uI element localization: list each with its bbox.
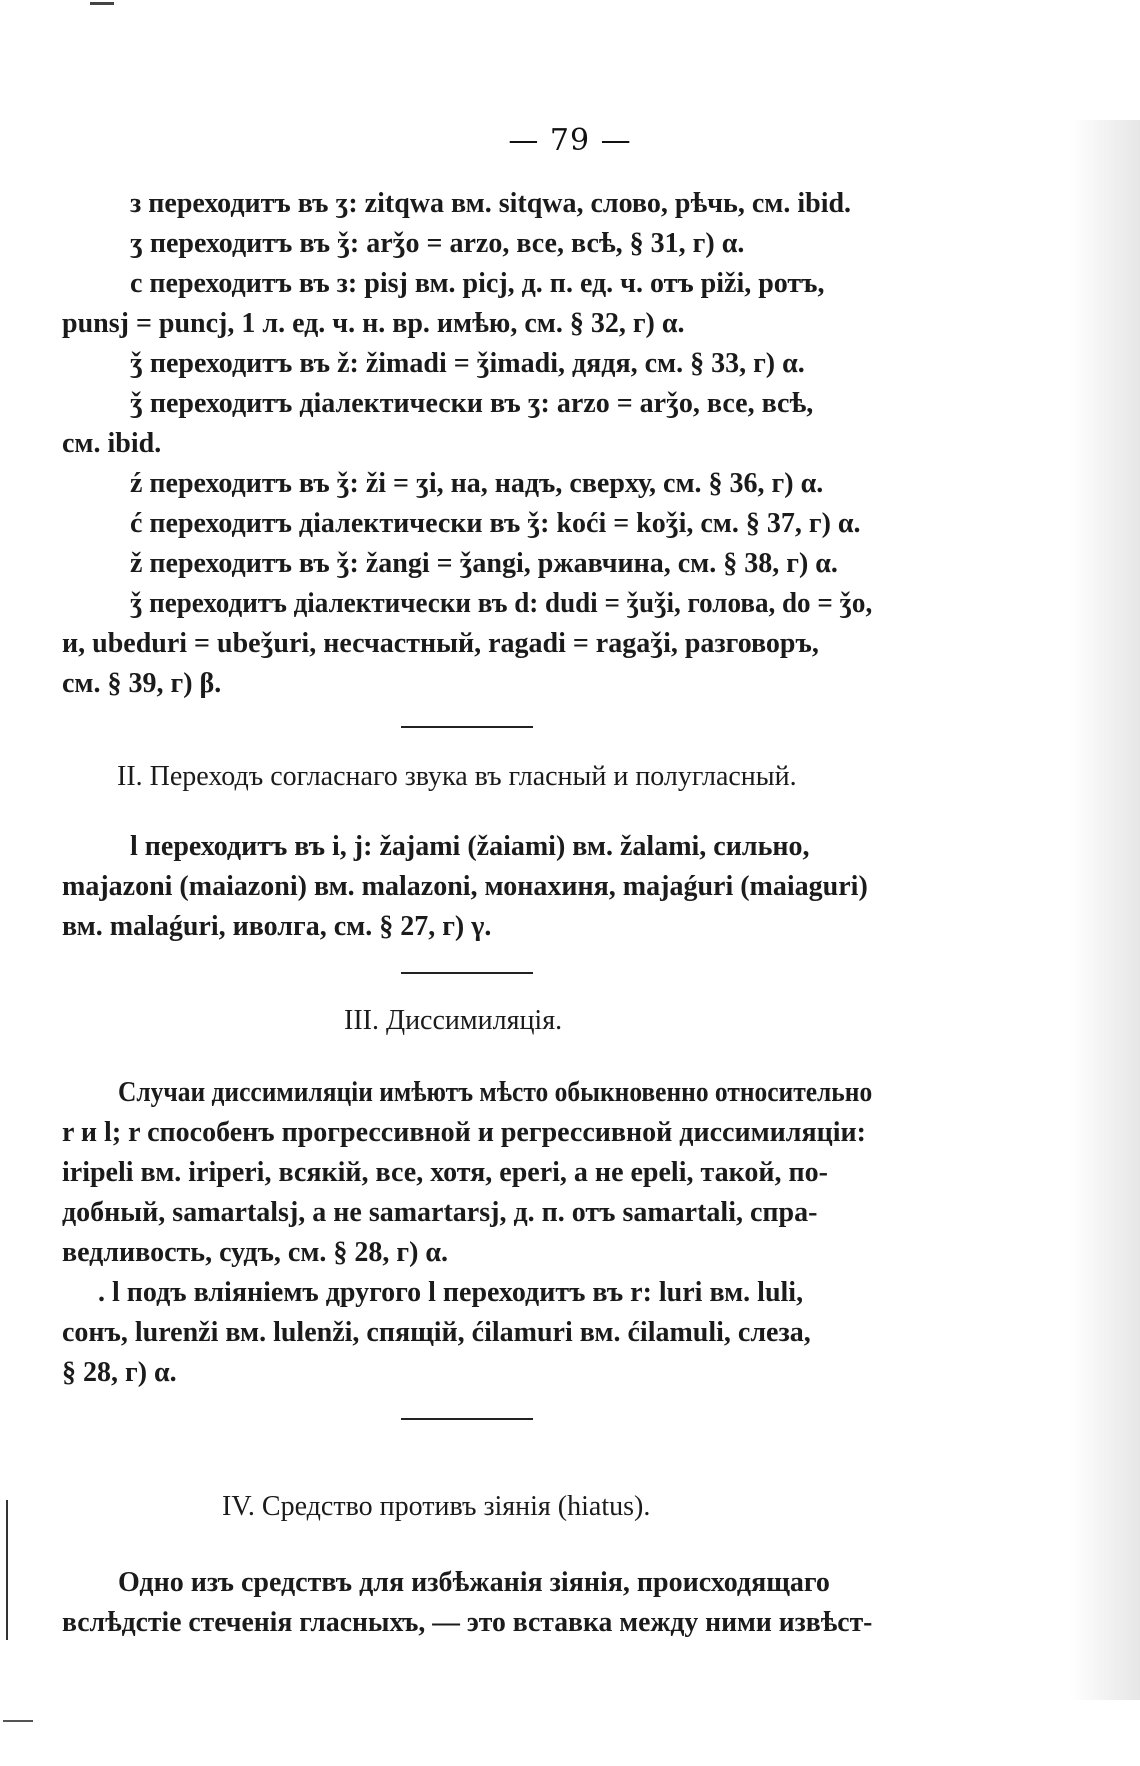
- text-line: вслѣдстіе стеченія гласныхъ, — это вставка между ними извѣст-: [62, 1607, 873, 1638]
- section-divider: [401, 726, 533, 728]
- section-heading: IV. Средство противъ зіянія (hiatus).: [222, 1491, 651, 1522]
- text-line: ź переходитъ въ ǯ: ži = ʒi, на, надъ, сверху, см. § 36, г) α.: [130, 468, 824, 499]
- text-line: ʒ переходитъ въ ǯ: arǯo = arzo, все, всѣ, § 31, г) α.: [130, 228, 745, 259]
- text-line: Одно изъ средствъ для избѣжанія зіянія, происходящаго: [118, 1567, 830, 1598]
- section-heading: II. Переходъ согласнаго звука въ гласный и полугласный.: [117, 761, 797, 792]
- section-divider: [401, 1418, 533, 1420]
- text-line: з переходитъ въ ʒ: zitqwa вм. sitqwa, слово, рѣчь, см. ibid.: [130, 188, 852, 219]
- text-line: добный, samartalsj, а не samartarsj, д. п. отъ samartali, спра-: [62, 1197, 818, 1228]
- text-line: ž переходитъ въ ǯ: žangi = ǯangi, ржавчина, см. § 38, г) α.: [130, 548, 838, 579]
- text-line: ǯ переходитъ въ ž: žimadi = ǯimadi, дядя, см. § 33, г) α.: [130, 348, 805, 379]
- text-line: ǯ переходитъ діалектически въ ʒ: arzo = arǯo, все, всѣ,: [130, 388, 814, 419]
- page-number: — 79 —: [508, 123, 632, 158]
- text-line: punsj = puncj, 1 л. ед. ч. н. вр. имѣю, см. § 32, г) α.: [62, 308, 685, 339]
- scan-mark-top: [90, 2, 114, 5]
- text-line: ǯ переходитъ діалектически въ d: dudi = ǯuǯi, голова, do = ǯo,: [130, 588, 873, 619]
- text-line: ć переходитъ діалектически въ ǯ: koći = koǯi, см. § 37, г) α.: [130, 508, 861, 539]
- text-line: c переходитъ въ з: pisj вм. picj, д. п. ед. ч. отъ piži, ротъ,: [130, 268, 825, 299]
- text-line: iripeli вм. iriperi, всякій, все, хотя, eperi, а не epeli, такой, по-: [62, 1157, 828, 1188]
- text-line: § 28, г) α.: [62, 1357, 177, 1388]
- section-heading: III. Диссимиляція.: [344, 1005, 563, 1036]
- scan-mark-left: [6, 1500, 8, 1640]
- text-line: r и l; r способенъ прогрессивной и регрессивной диссимиляціи:: [62, 1117, 867, 1148]
- text-line: ведливость, судъ, см. § 28, г) α.: [62, 1237, 449, 1268]
- text-line: и, ubeduri = ubeǯuri, несчастный, ragadi = ragaǯi, разговоръ,: [62, 628, 819, 659]
- text-line: majazoni (maiazoni) вм. malazoni, монахиня, majaǵuri (maiaguri): [62, 871, 868, 902]
- text-line: см. ibid.: [62, 428, 162, 459]
- text-line: вм. malaǵuri, иволга, см. § 27, г) γ.: [62, 911, 492, 942]
- text-line: сонъ, lurenži вм. lulenži, спящій, ćilamuri вм. ćilamuli, слеза,: [62, 1317, 811, 1348]
- section-divider: [401, 972, 533, 974]
- scan-mark-bottom: [3, 1720, 33, 1722]
- text-line: . l подъ вліяніемъ другого l переходитъ въ r: luri вм. luli,: [98, 1277, 804, 1308]
- text-line: l переходитъ въ i, j: žajami (žaiami) вм. žalami, сильно,: [130, 831, 810, 862]
- page-edge-shadow: [1070, 120, 1140, 1700]
- text-line: Случаи диссимиляціи имѣютъ мѣсто обыкновенно относительно: [118, 1077, 873, 1108]
- text-line: см. § 39, г) β.: [62, 668, 222, 699]
